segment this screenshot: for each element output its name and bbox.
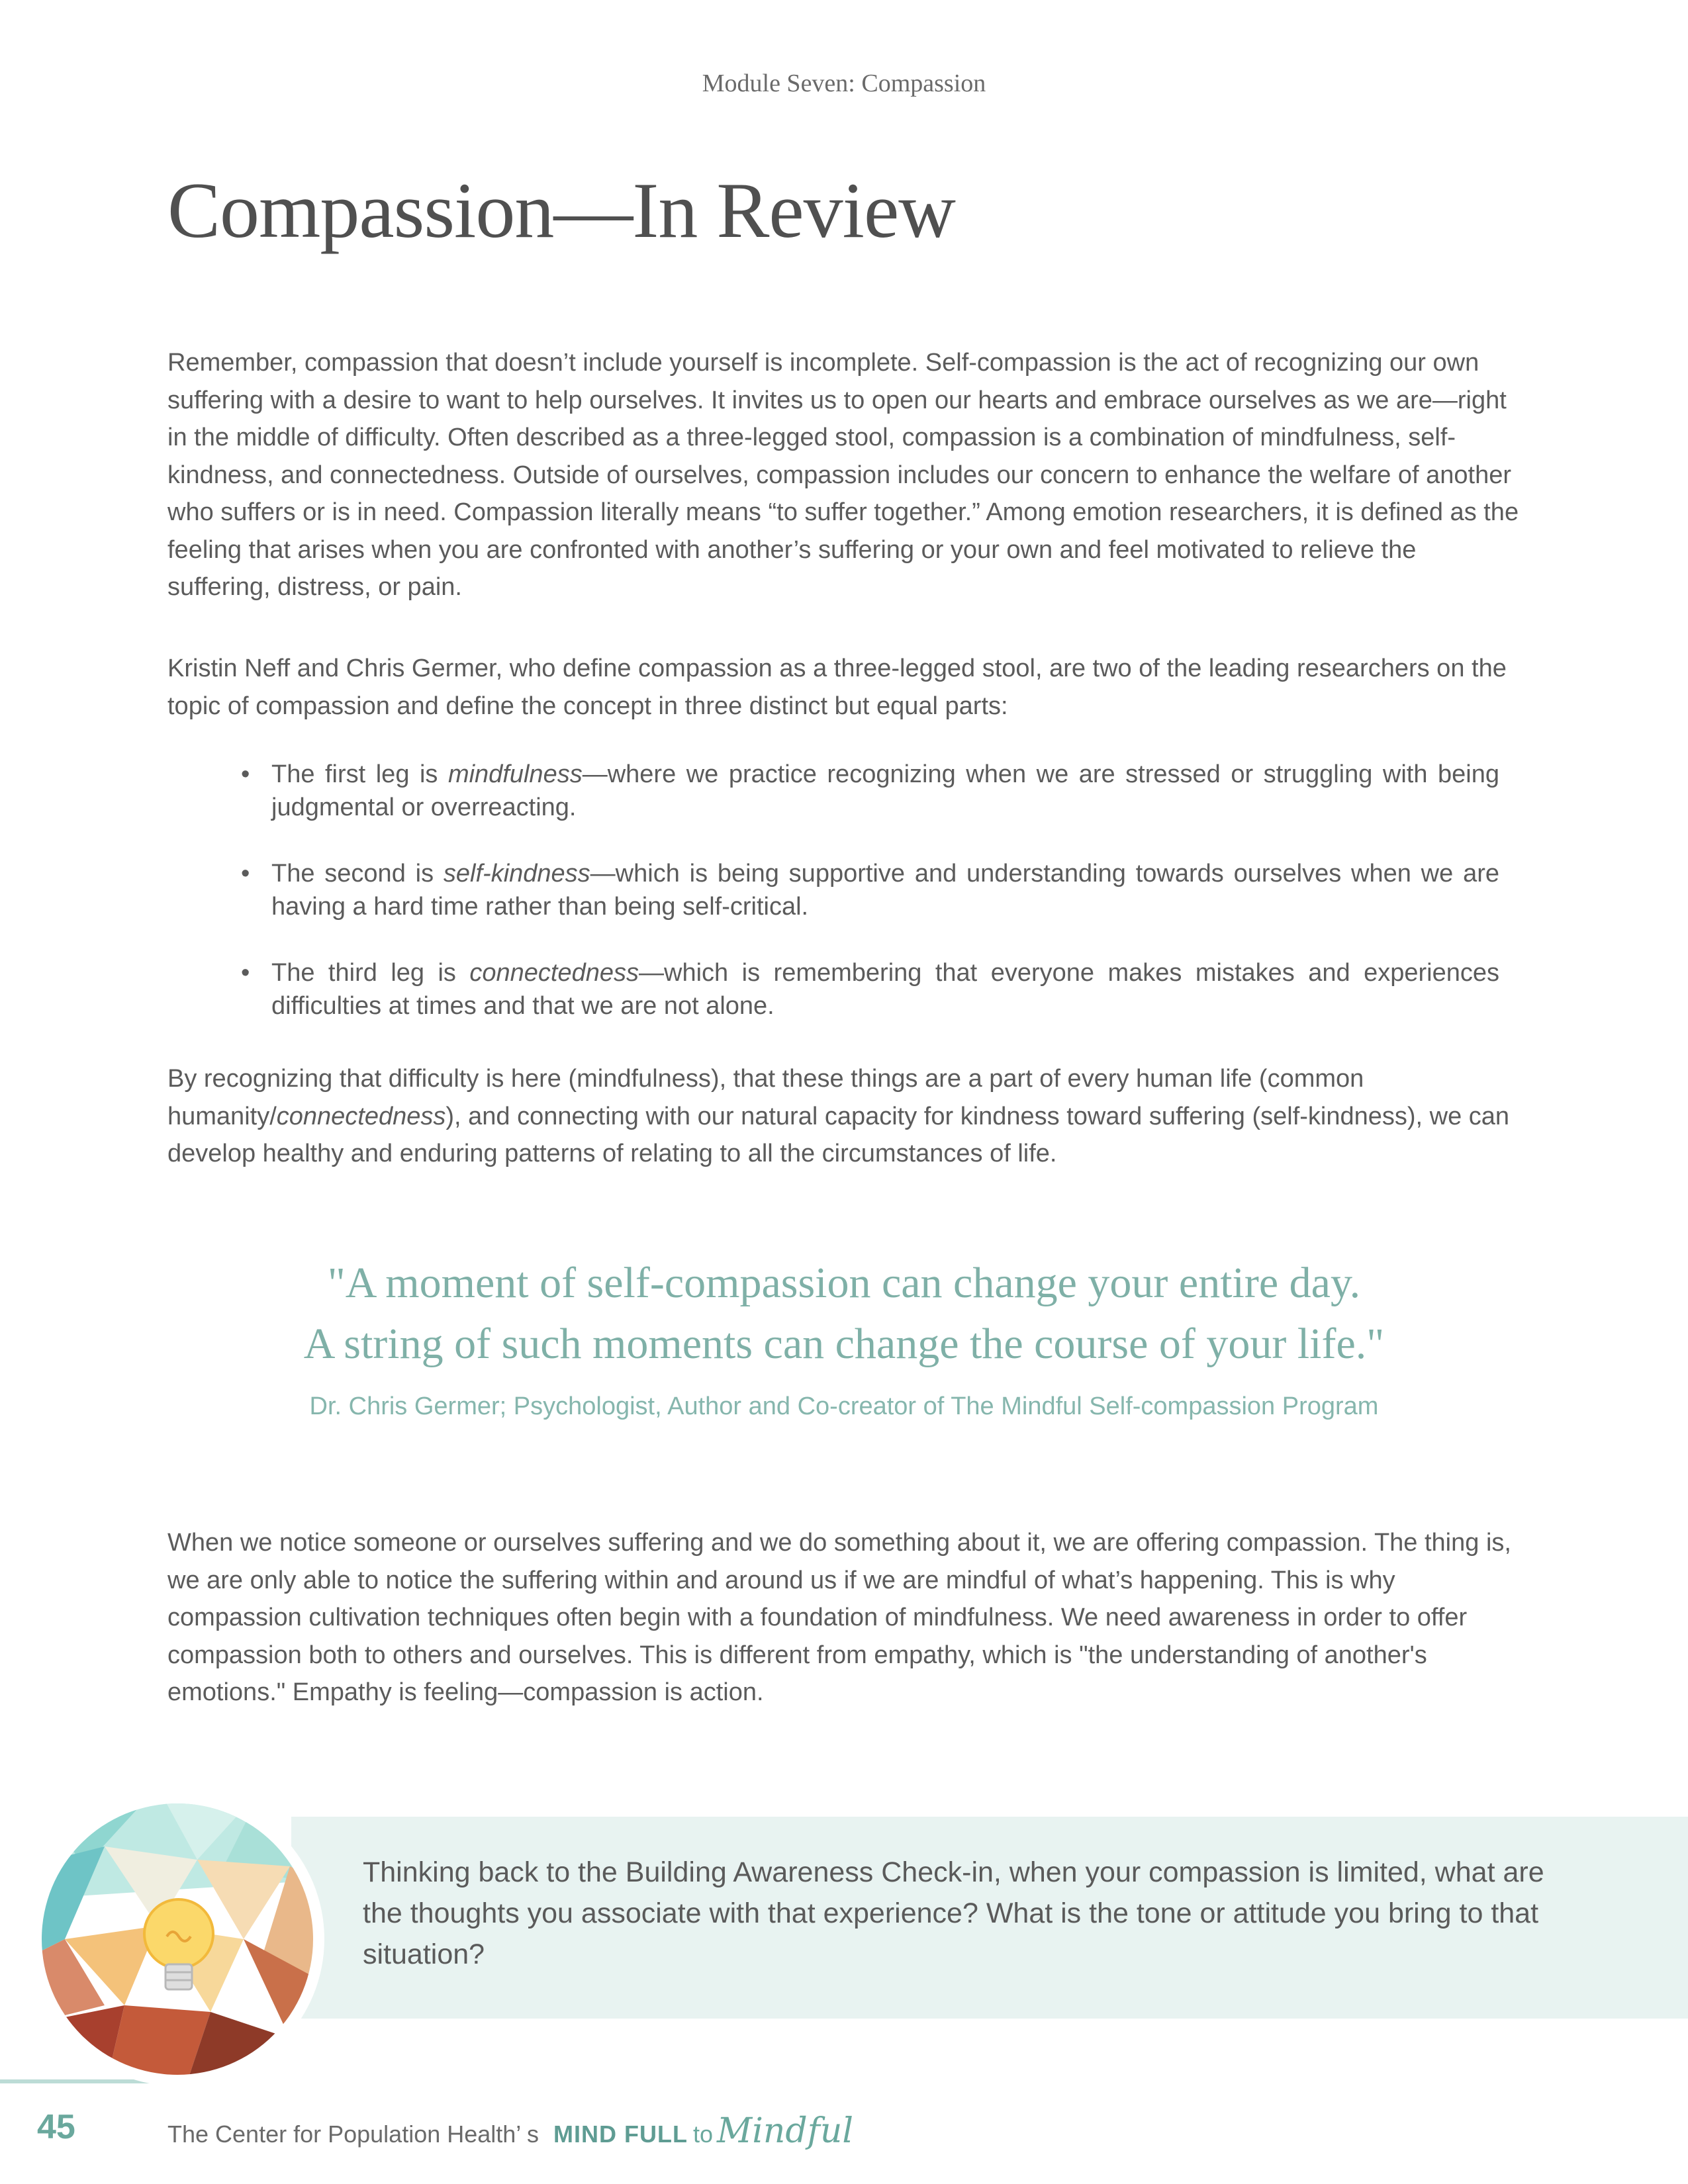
lightbulb-icon (25, 1787, 330, 2091)
term-self-kindness: self-kindness (443, 860, 590, 887)
empathy-paragraph: When we notice someone or ourselves suffering and we do something about it, we are offering compassion. The thing is, we are only able to notice the suffering within and around us if we are mindful of what’s happening. This is why compassion cultivation techniques often begin with a foundation of mindfulness. We need awareness in order to offer compassion both to others and ourselves. This is different from empathy, which is "the understanding of another's emotions." Empathy is feeling—compassion is action. (167, 1529, 1511, 1706)
list-item: • The third leg is connectedness—which is remembering that everyone makes mistakes and experiences difficulties at times and that we are not alone. (271, 956, 1499, 1023)
term-mindfulness: mindfulness (447, 760, 583, 788)
reflection-prompt: Thinking back to the Building Awareness Check-in, when your compassion is limited, what are the thoughts you associate with that experience? What is the tone or attitude you bring to that situation? (363, 1856, 1544, 1970)
page-title: Compassion—In Review (167, 166, 955, 254)
footer (167, 2111, 853, 2151)
footer-brand: MIND FULL (553, 2120, 688, 2148)
researchers-paragraph: Kristin Neff and Chris Germer, who define compassion as a three-legged stool, are two of the leading researchers on the topic of compassion and define the concept in three distinct but equal parts: (167, 655, 1507, 720)
quote-line-1: "A moment of self-compassion can change your entire day. (327, 1259, 1361, 1307)
footer-to: to (692, 2120, 713, 2148)
footer-script-logo: Mindful (716, 2111, 854, 2151)
intro-paragraph: Remember, compassion that doesn’t include yourself is incomplete. Self-compassion is the act of recognizing our own suffering with a desire to want to help ourselves. It invites us to open our hearts and embrace ourselves as we are—right in the middle of difficulty. Often described as a three-legged stool, compassion is a combination of mindfulness, self-kindness, and connectedness. Outside of ourselves, compassion includes our concern to enhance the welfare of another who suffers or is in need. Compassion literally means “to suffer together.” Among emotion researchers, it is defined as the feeling that arises when you are confronted with another’s suffering or your own and feel motivated to relieve the suffering, distress, or pain. (167, 349, 1519, 601)
pull-quote (0, 1253, 1688, 1375)
page-number: 45 (37, 2108, 75, 2146)
quote-line-2: A string of such moments can change the course of your life." (303, 1320, 1385, 1368)
module-header: Module Seven: Compassion (702, 69, 986, 97)
list-item: • The second is self-kindness—which is being supportive and understanding towards ourselves when we are having a hard time rather than being self-critical. (271, 857, 1499, 923)
term-connectedness: connectedness (469, 959, 639, 987)
quote-attribution: Dr. Chris Germer; Psychologist, Author and Co-creator of The Mindful Self-compassion Program (309, 1392, 1379, 1420)
list-item: • The first leg is mindfulness—where we practice recognizing when we are stressed or struggling with being judgmental or overreacting. (271, 758, 1499, 824)
footer-org: The Center for Population Health’ s (167, 2120, 539, 2148)
three-legs-list (271, 758, 1499, 1056)
summary-paragraph: By recognizing that difficulty is here (mindfulness), that these things are a part of every human life (common humanity/connectedness), and connecting with our natural capacity for kindness toward suffering (self-kindness), we can develop healthy and enduring patterns of relating to all the circumstances of life. (167, 1065, 1510, 1167)
